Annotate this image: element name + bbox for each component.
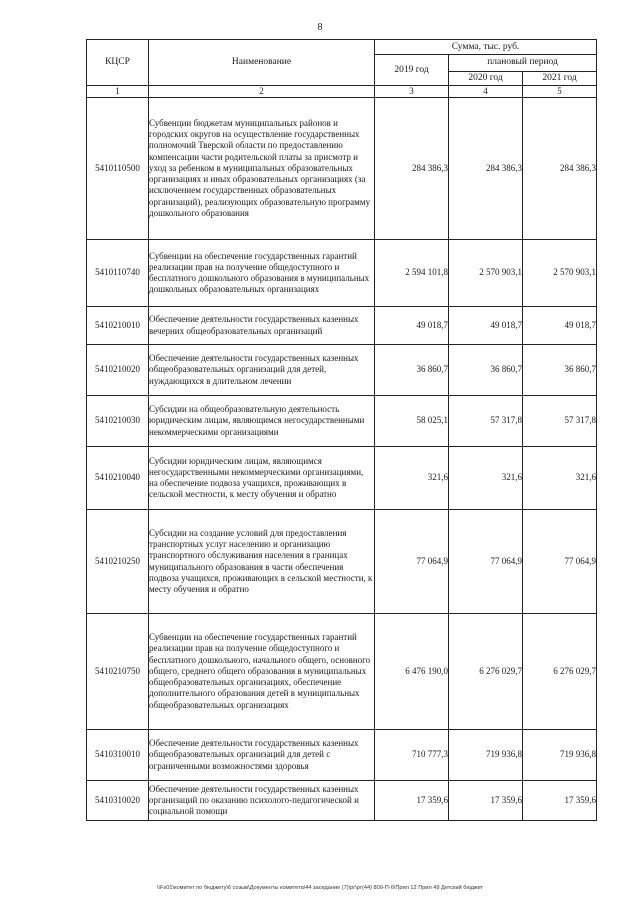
table-row	[87, 307, 597, 345]
row-name: Обеспечение деятельности государственных казенных общеобразовательных организаций для детей с ограниченными возможностями здоровья	[149, 730, 375, 781]
row-name: Субвенции на обеспечение государственных гарантий реализации прав на получение общедоступного и бесплатного дошкольного образования в муниципальных дошкольных образовательных организациях	[149, 240, 375, 307]
row-code: 5410210250	[87, 510, 149, 614]
row-amount-2019: 49 018,7	[375, 307, 449, 345]
budget-table	[86, 39, 597, 821]
row-amount-2019: 6 476 190,0	[375, 614, 449, 730]
row-name: Субсидии на создание условий для предоставления транспортных услуг населению и организацию транспортного обслуживания населения в границах муниципального образования в части обеспечения подвоза учащихся, проживающих в сельской местности, к месту обучения и обратно	[149, 510, 375, 614]
row-code: 5410310010	[87, 730, 149, 781]
table-row	[87, 98, 597, 240]
row-code: 5410210010	[87, 307, 149, 345]
header-name: Наименование	[149, 40, 375, 86]
row-name: Субсидии на общеобразовательную деятельность юридическим лицам, являющимся негосударственными некоммерческими организациями	[149, 396, 375, 447]
row-name: Субсидии юридическим лицам, являющимся негосударственными некоммерческими организациями, на обеспечение подвоза учащихся, проживающих в сельской местности, к месту обучения и обратно	[149, 447, 375, 510]
row-code: 5410210020	[87, 345, 149, 396]
row-amount-2019: 58 025,1	[375, 396, 449, 447]
row-amount-2021: 284 386,3	[523, 98, 597, 240]
row-name: Субвенции бюджетам муниципальных районов и городских округов на осуществление государственных полномочий Тверской области по предоставлению компенсации части родительской платы за присмотр и уход за ребенком в муниципальных образовательных организациях и иных образовательных организациях (за исключением государственных образовательных организаций), реализующих образовательную программу дошкольного образования	[149, 98, 375, 240]
header-planned-period: плановый период	[449, 55, 597, 72]
row-amount-2021: 2 570 903,1	[523, 240, 597, 307]
page-number: 8	[317, 22, 323, 33]
row-code: 5410210750	[87, 614, 149, 730]
column-number: 4	[449, 86, 523, 98]
row-amount-2021: 49 018,7	[523, 307, 597, 345]
table-row	[87, 730, 597, 781]
row-amount-2020: 2 570 903,1	[449, 240, 523, 307]
row-amount-2019: 284 386,3	[375, 98, 449, 240]
row-name: Обеспечение деятельности государственных казенных общеобразовательных организаций для детей, нуждающихся в длительном лечении	[149, 345, 375, 396]
row-amount-2020: 17 359,6	[449, 781, 523, 821]
header-year-2021: 2021 год	[523, 71, 597, 86]
row-amount-2021: 57 317,8	[523, 396, 597, 447]
column-number: 3	[375, 86, 449, 98]
row-amount-2019: 321,6	[375, 447, 449, 510]
table-row	[87, 781, 597, 821]
table-row	[87, 345, 597, 396]
column-number: 5	[523, 86, 597, 98]
row-amount-2020: 57 317,8	[449, 396, 523, 447]
column-number: 2	[149, 86, 375, 98]
table-row	[87, 614, 597, 730]
row-amount-2020: 36 860,7	[449, 345, 523, 396]
row-amount-2020: 284 386,3	[449, 98, 523, 240]
row-code: 5410110740	[87, 240, 149, 307]
header-code: КЦСР	[87, 40, 149, 86]
row-amount-2021: 6 276 029,7	[523, 614, 597, 730]
row-code: 5410210040	[87, 447, 149, 510]
header-year-2019: 2019 год	[375, 55, 449, 86]
row-amount-2020: 321,6	[449, 447, 523, 510]
row-name: Субвенции на обеспечение государственных гарантий реализации прав на получение общедоступного и бесплатного дошкольного, начального общего, основного общего, среднего общего образования в муниципальных общеобразовательных организациях, обеспечение дополнительного образования детей в муниципальных общеобразовательных организациях	[149, 614, 375, 730]
row-amount-2020: 49 018,7	[449, 307, 523, 345]
row-amount-2019: 36 860,7	[375, 345, 449, 396]
row-amount-2021: 719 936,8	[523, 730, 597, 781]
row-amount-2019: 77 064,9	[375, 510, 449, 614]
table-row	[87, 396, 597, 447]
header-year-2020: 2020 год	[449, 71, 523, 86]
header-sum: Сумма, тыс. руб.	[375, 40, 597, 55]
row-code: 5410110500	[87, 98, 149, 240]
row-amount-2020: 77 064,9	[449, 510, 523, 614]
row-amount-2019: 710 777,3	[375, 730, 449, 781]
table-row	[87, 510, 597, 614]
row-amount-2019: 2 594 101,8	[375, 240, 449, 307]
row-name: Обеспечение деятельности государственных казенных вечерних общеобразовательных организаций	[149, 307, 375, 345]
row-name: Обеспечение деятельности государственных казенных организаций по оказанию психолого-педагогической и социальной помощи	[149, 781, 375, 821]
footer-file-path: \\Fs01\комитет по бюджету\6 созыв\Документы комитета\44 заседание (7)\рг\рг(44) 809-П-б\Прил 12 Прил 49 Детский бюджет	[156, 885, 484, 891]
row-code: 5410310020	[87, 781, 149, 821]
row-amount-2021: 17 359,6	[523, 781, 597, 821]
row-amount-2020: 719 936,8	[449, 730, 523, 781]
column-number: 1	[87, 86, 149, 98]
row-amount-2021: 77 064,9	[523, 510, 597, 614]
row-amount-2021: 321,6	[523, 447, 597, 510]
row-amount-2021: 36 860,7	[523, 345, 597, 396]
row-code: 5410210030	[87, 396, 149, 447]
table-row	[87, 240, 597, 307]
column-number-row	[87, 86, 597, 98]
table-row	[87, 447, 597, 510]
row-amount-2019: 17 359,6	[375, 781, 449, 821]
row-amount-2020: 6 276 029,7	[449, 614, 523, 730]
